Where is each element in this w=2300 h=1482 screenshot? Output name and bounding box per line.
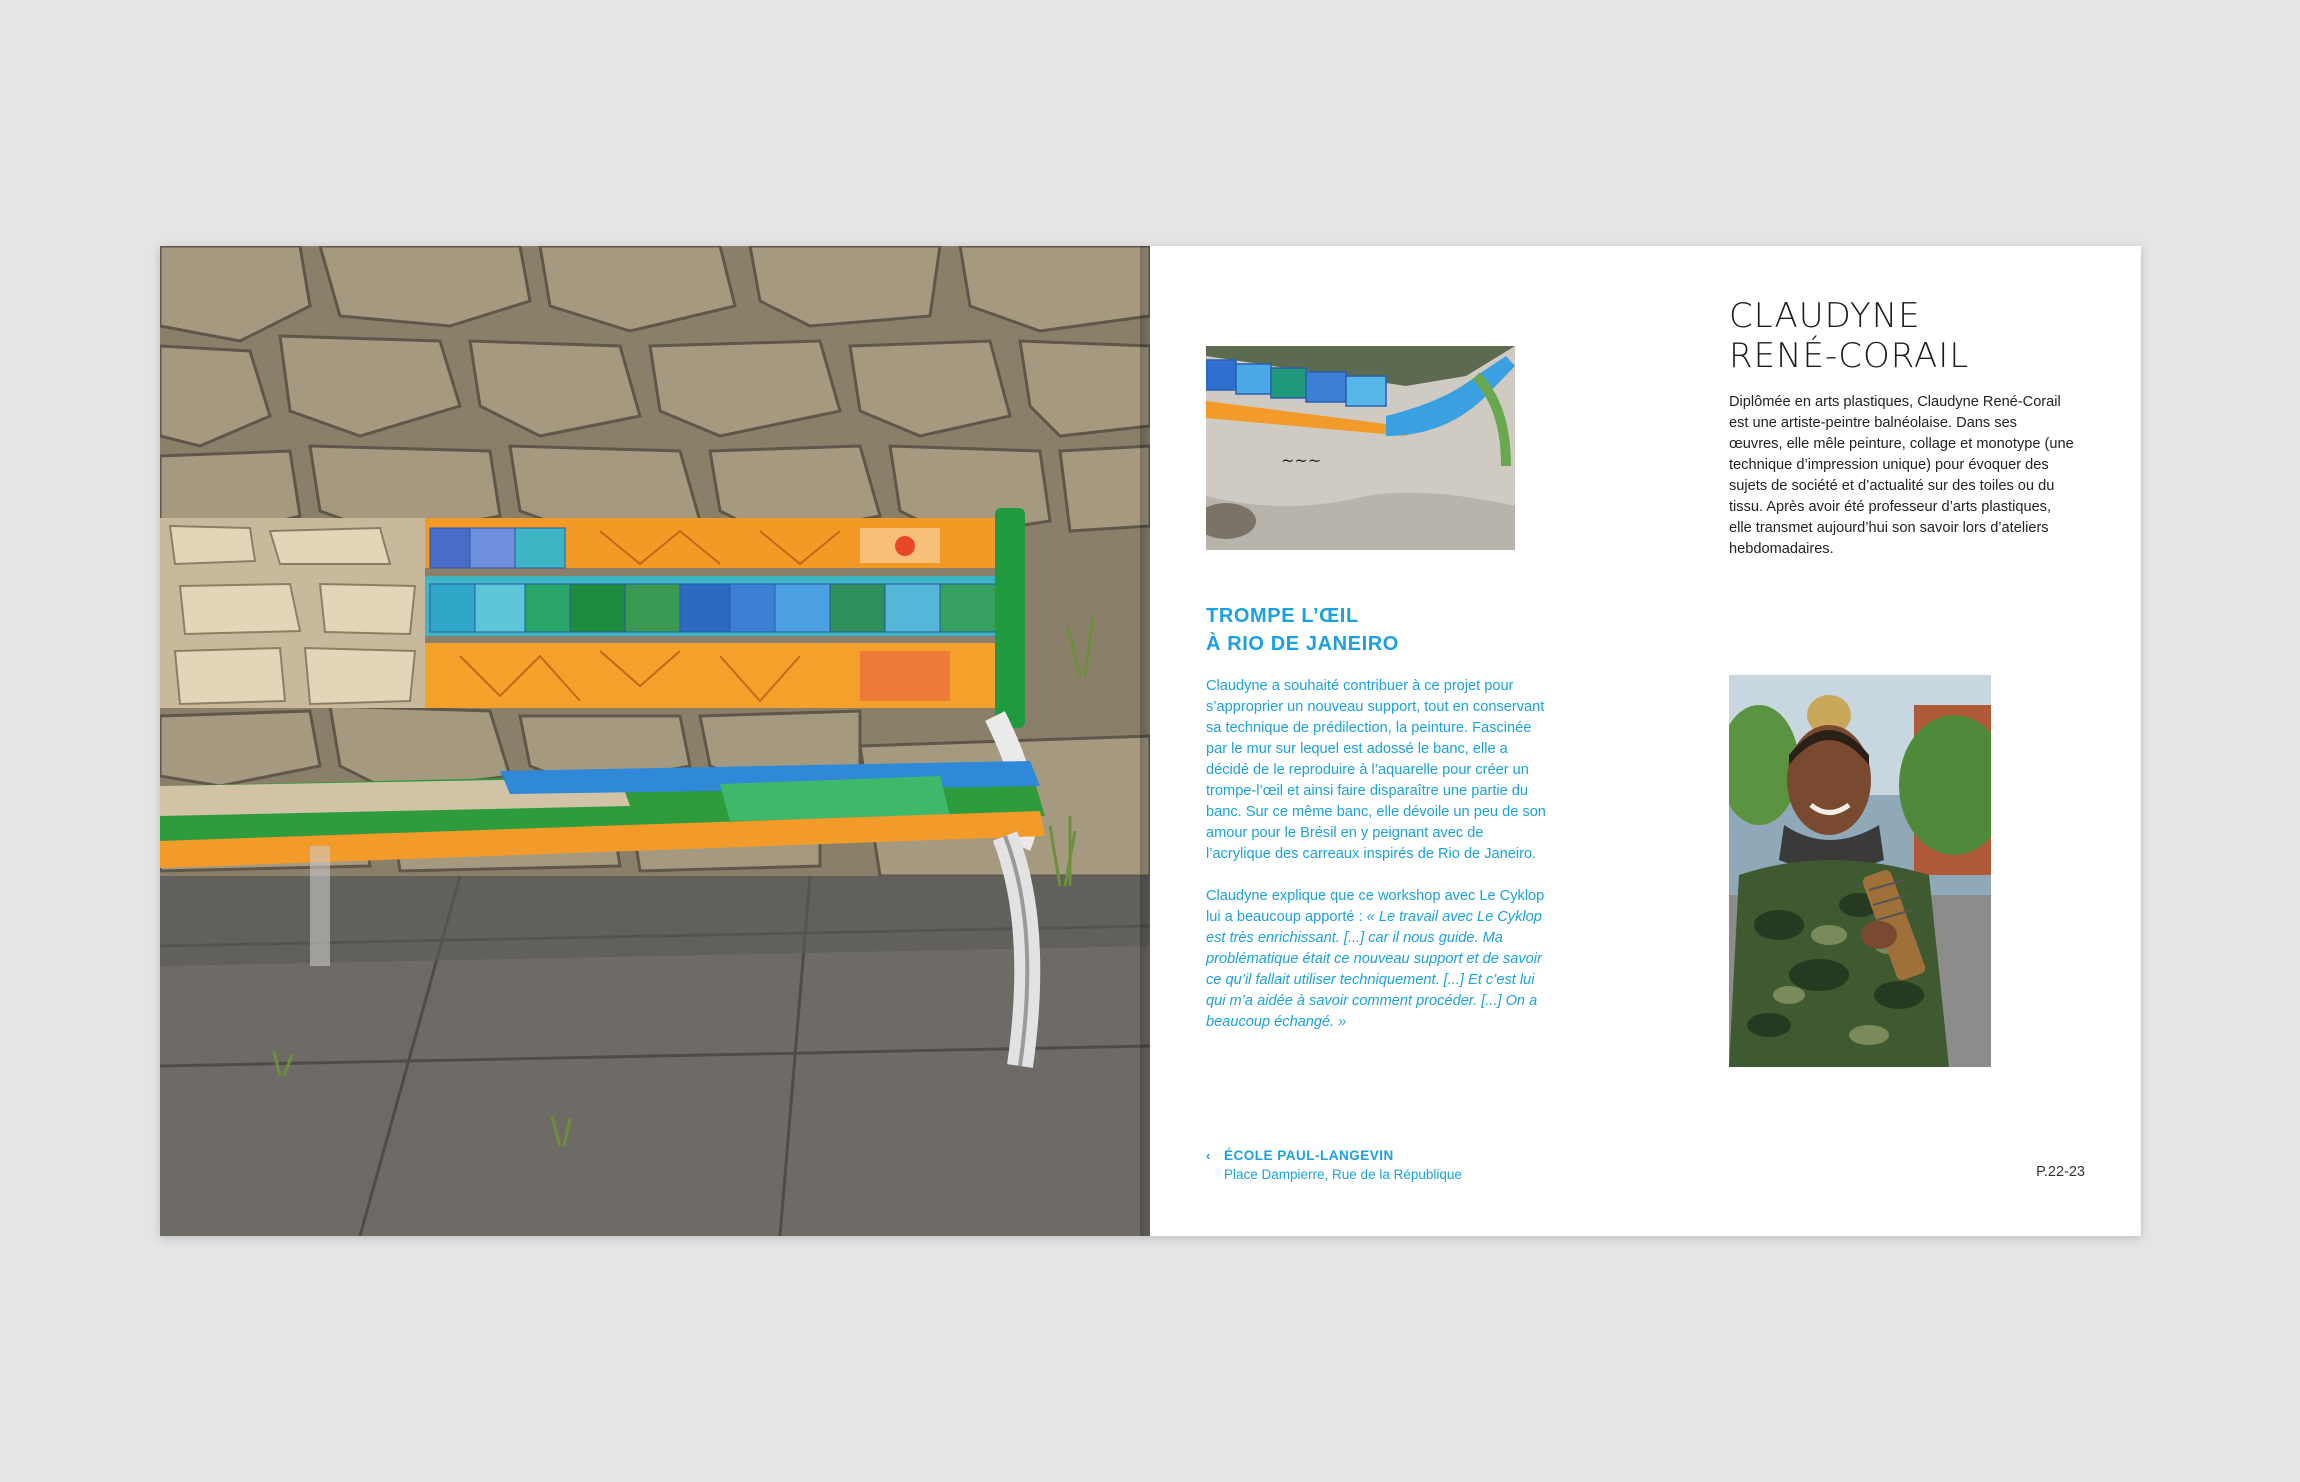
section-title — [1206, 602, 1566, 658]
book-spread — [160, 246, 2141, 1236]
page-number: P.22-23 — [2036, 1164, 2085, 1180]
bench-detail-illustration — [1206, 346, 1515, 550]
artist-name-line2: RENÉ-CORAIL — [1729, 336, 1970, 376]
bench-photo-illustration — [160, 246, 1150, 1236]
location-footer — [1206, 1146, 1606, 1184]
signature-mark: ~~~ — [1281, 451, 1322, 470]
article-body — [1206, 676, 1551, 1054]
artist-bio: Diplômée en arts plastiques, Claudyne René-Corail est une artiste-peintre balnéolaise. Dans ses œuvres, elle mêle peinture, collage et monotype (une technique d’impression unique) pour évoquer des sujets de société et d’actualité sur des toiles ou du tissu. Après avoir été professeur d’arts plastiques, elle transmet aujourd’hui son savoir lors d’ateliers hebdomadaires. — [1729, 394, 2074, 557]
artist-quote: « Le travail avec Le Cyklop est très enrichissant. [...] car il nous guide. Ma problématique était ce nouveau support et de savoir ce qu’il fallait utiliser techniquement. [...] Et c’est lui qui m’a aidée à savoir comment procéder. [...] On a beaucoup échangé. » — [1206, 909, 1542, 1030]
right-page — [1150, 246, 2141, 1236]
artist-portrait-photo — [1729, 675, 1991, 1067]
bench-photo — [160, 246, 1150, 1236]
quote-intro: Claudyne explique que ce workshop avec Le Cyklop lui a beaucoup apporté : — [1206, 888, 1545, 925]
section-title-line2: À RIO DE JANEIRO — [1206, 633, 1399, 655]
artist-portrait-illustration — [1729, 675, 1991, 1067]
article-paragraph-2 — [1206, 886, 1551, 1033]
artist-name-line1: CLAUDYNE — [1729, 296, 1921, 336]
artist-name — [1729, 296, 2089, 376]
bench-detail-photo — [1206, 346, 1515, 550]
chevron-left-icon: ‹ — [1206, 1148, 1211, 1163]
location-address: Place Dampierre, Rue de la République — [1224, 1167, 1462, 1182]
location-link[interactable] — [1206, 1146, 1606, 1165]
article-paragraph-1: Claudyne a souhaité contribuer à ce projet pour s’approprier un nouveau support, tout en conservant sa technique de prédilection, la peinture. Fascinée par le mur sur lequel est adossé le banc, elle a décidé de le reproduire à l’aquarelle pour créer un trompe-l’œil et ainsi faire disparaître une partie du banc. Sur ce même banc, elle dévoile un peu de son amour pour le Brésil en y peignant avec de l’acrylique des carreaux inspirés de Rio de Janeiro. — [1206, 678, 1546, 862]
section-title-line1: TROMPE L’ŒIL — [1206, 605, 1359, 627]
location-name: ÉCOLE PAUL-LANGEVIN — [1224, 1148, 1394, 1163]
